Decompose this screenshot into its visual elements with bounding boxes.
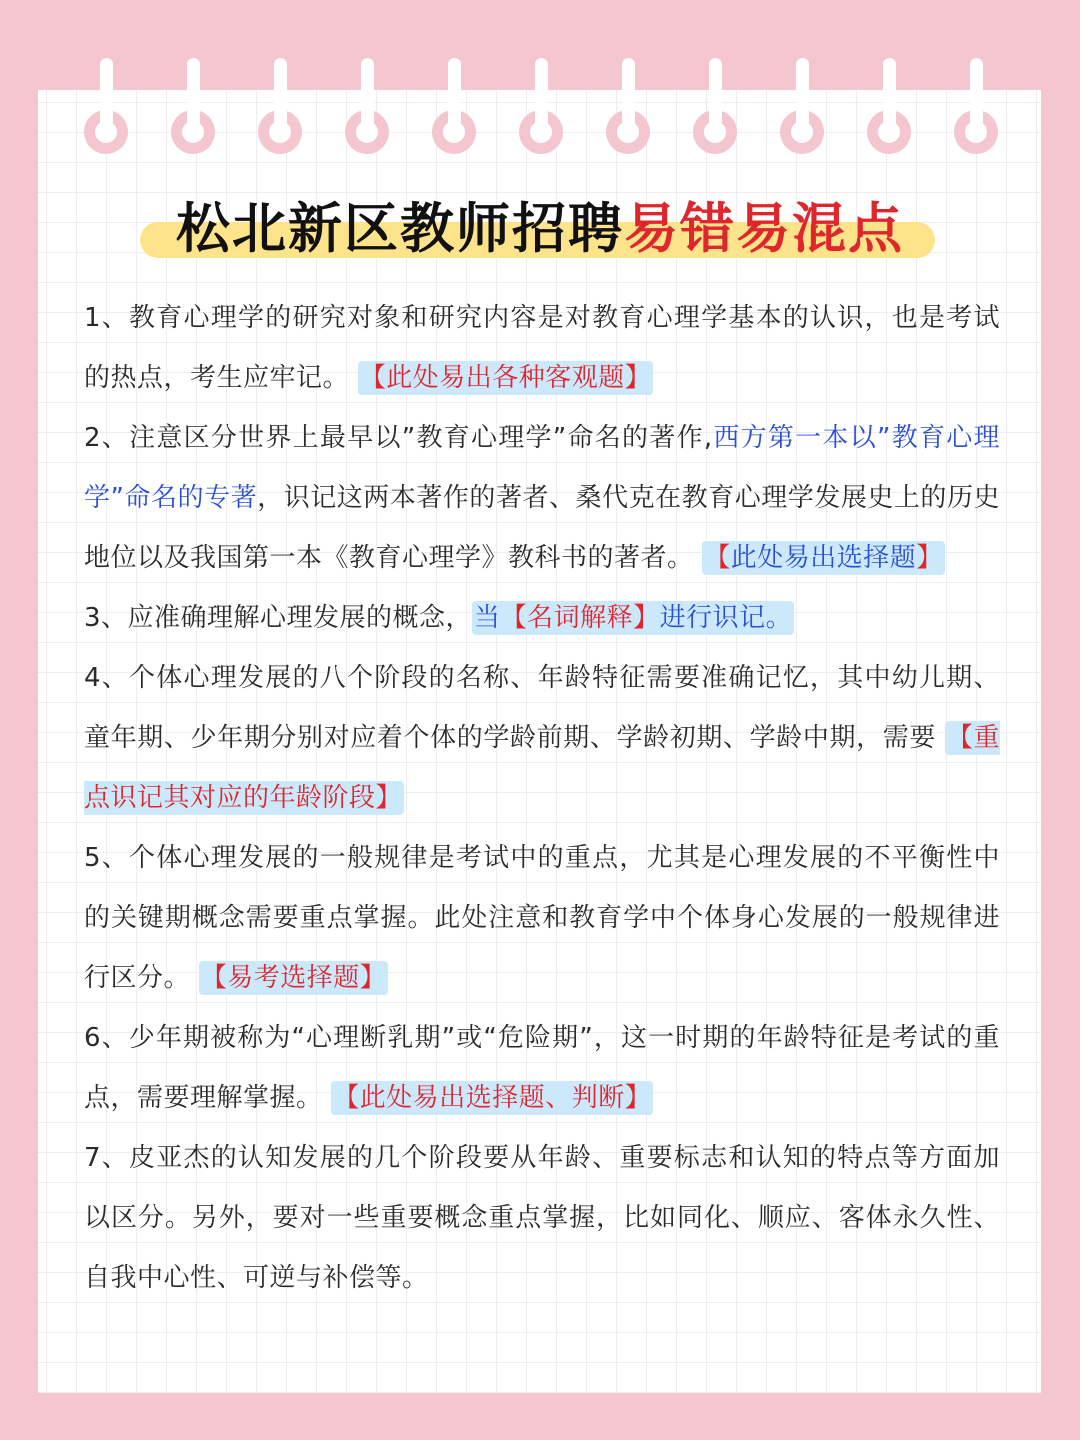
binding-ring <box>258 58 304 154</box>
item-text: 6、少年期被称为“心理断乳期”或“危险期”，这一时期的年龄特征是考试的重点，需要理解掌握。 <box>84 1023 1000 1113</box>
note-part: 【名词解释】 <box>500 603 660 633</box>
highlight-note: 【此处易出选择题】 <box>704 543 943 573</box>
binding-ring <box>867 58 913 154</box>
item-text: 7、皮亚杰的认知发展的几个阶段要从年龄、重要标志和认知的特点等方面加以区分。另外，要对一些重要概念重点掌握，比如同化、顺应、客体永久性、自我中心性、可逆与补偿等。 <box>84 1143 1000 1293</box>
item-text: 5、个体心理发展的一般规律是考试中的重点，尤其是心理发展的不平衡性中的关键期概念需要重点掌握。此处注意和教育学中个体身心发展的一般规律进行区分。 <box>84 843 1000 993</box>
item-text: ，识记这两本著作的著者、桑代克在教育心理学发展史上的历史地位以及我国第一本《教育心理学》教科书的著者。 <box>84 483 1000 573</box>
list-item <box>84 828 1000 1008</box>
page-title <box>0 196 1080 260</box>
list-item <box>84 648 1000 828</box>
item-text: 3、应准确理解心理发展的概念， <box>84 603 473 633</box>
list-item <box>84 288 1000 408</box>
item-text: 4、个体心理发展的八个阶段的名称、年龄特征需要准确记忆，其中幼儿期、童年期、少年期分别对应着个体的学龄前期、学龄初期、学龄中期，需要 <box>84 663 1000 753</box>
item-text: 1、教育心理学的研究对象和研究内容是对教育心理学基本的认识，也是考试的热点，考生应牢记。 <box>84 303 1000 393</box>
binding-ring <box>519 58 565 154</box>
binding-ring <box>432 58 478 154</box>
blue-emphasis: 西方第一本以”教育心理学”命名的专著 <box>84 423 1000 513</box>
highlight-note: 【重点识记其对应的年龄阶段】 <box>84 723 1000 813</box>
content-body <box>84 288 1000 1308</box>
list-item <box>84 408 1000 588</box>
binding-ring <box>693 58 739 154</box>
item-text: 2、注意区分世界上最早以”教育心理学”命名的著作, <box>84 423 713 453</box>
binding-ring <box>606 58 652 154</box>
binding-ring <box>954 58 1000 154</box>
spiral-binding <box>0 0 1080 160</box>
list-item <box>84 1008 1000 1128</box>
highlight-note: 【此处易出选择题、判断】 <box>333 1083 652 1113</box>
list-item <box>84 588 1000 648</box>
binding-ring <box>84 58 130 154</box>
highlight-note: 【此处易出各种客观题】 <box>359 363 652 393</box>
highlight-note: 【易考选择题】 <box>200 963 387 993</box>
title-block <box>0 190 1080 270</box>
note-part: 进行识记。 <box>659 603 793 633</box>
binding-ring <box>171 58 217 154</box>
title-red: 易错易混点 <box>624 196 904 260</box>
binding-ring <box>345 58 391 154</box>
binding-ring <box>780 58 826 154</box>
list-item <box>84 1128 1000 1308</box>
note-part: 当 <box>474 603 501 633</box>
highlight-note <box>472 601 794 635</box>
title-black: 松北新区教师招聘 <box>176 196 624 260</box>
